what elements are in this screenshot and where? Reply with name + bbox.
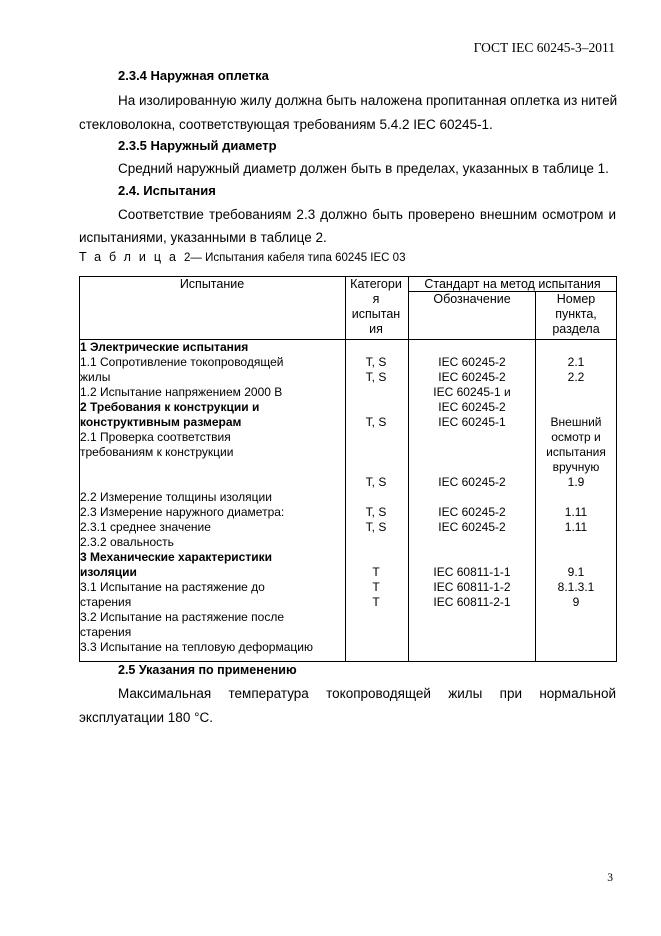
table-cell-item: 1.11 bbox=[564, 505, 588, 519]
table-cell-category bbox=[345, 340, 407, 355]
table-cell-item: 8.1.3.1 bbox=[557, 580, 595, 594]
table-cell-test: изоляции bbox=[80, 565, 137, 579]
header-test: Испытание bbox=[179, 277, 245, 291]
table-cell-test: 2.3.2 овальность bbox=[80, 535, 174, 549]
table-cell-category bbox=[345, 640, 407, 655]
column-item bbox=[536, 340, 616, 655]
table-caption-title: 2— Испытания кабеля типа 60245 IEC 03 bbox=[184, 252, 406, 264]
table-caption bbox=[79, 250, 405, 264]
table-cell-category: T, S bbox=[365, 505, 387, 519]
table-cell-item bbox=[536, 625, 616, 640]
table-cell-category: T, S bbox=[365, 415, 387, 429]
header-item bbox=[536, 292, 616, 337]
table-cell-item: вручную bbox=[552, 460, 600, 474]
table-cell-designation: IEC 60245-2 bbox=[438, 505, 506, 519]
table-cell-test: 1.1 Сопротивление токопроводящей bbox=[80, 355, 284, 369]
table-cell-item bbox=[536, 550, 616, 565]
column-test bbox=[79, 340, 345, 655]
paragraph-line: Соответствие требованиям 2.3 должно быть проверено внешним осмотром и bbox=[118, 207, 616, 222]
table-cell-designation bbox=[409, 445, 535, 460]
header-category-line: я bbox=[372, 292, 380, 306]
table-cell-designation bbox=[409, 610, 535, 625]
table-cell-item: 1.9 bbox=[567, 475, 585, 489]
table-cell-designation bbox=[409, 460, 535, 475]
paragraph-line: испытаниями, указанными в таблице 2. bbox=[79, 230, 327, 245]
paragraph-line: стекловолокна, соответствующая требованиям 5.4.2 IEC 60245-1. bbox=[79, 117, 493, 132]
table-cell-item bbox=[536, 610, 616, 625]
header-designation: Обозначение bbox=[433, 292, 511, 306]
table-cell-designation bbox=[409, 535, 535, 550]
table-cell-test: 2.3 Измерение наружного диаметра: bbox=[80, 505, 285, 519]
table-cell-test: конструктивным размерам bbox=[80, 415, 242, 429]
table-cell-designation bbox=[409, 340, 535, 355]
section-heading-2-3-4: 2.3.4 Наружная оплетка bbox=[118, 68, 269, 83]
table-cell-designation: IEC 60811-1-1 bbox=[433, 565, 511, 579]
table-cell-test: 2.3.1 среднее значение bbox=[80, 520, 211, 534]
header-item-line: Номер bbox=[556, 292, 596, 306]
table-cell-test: 3.2 Испытание на растяжение после bbox=[80, 610, 284, 624]
table-cell-category bbox=[345, 430, 407, 445]
table-cell-designation: IEC 60245-1 и bbox=[433, 385, 511, 399]
paragraph-line: Средний наружный диаметр должен быть в пределах, указанных в таблице 1. bbox=[118, 161, 609, 176]
table-cell-category: T, S bbox=[365, 355, 387, 369]
table-cell-designation: IEC 60245-2 bbox=[438, 520, 506, 534]
table-cell-designation bbox=[409, 550, 535, 565]
table-cell-item bbox=[536, 490, 616, 505]
table-cell-designation: IEC 60811-2-1 bbox=[433, 595, 511, 609]
table-cell-category bbox=[345, 550, 407, 565]
table-cell-item: 9.1 bbox=[567, 565, 585, 579]
table-cell-category: T, S bbox=[365, 370, 387, 384]
table-cell-category bbox=[345, 610, 407, 625]
table-border-bottom bbox=[79, 661, 617, 662]
header-standard: Стандарт на метод испытания bbox=[424, 277, 601, 291]
table-cell-item: испытания bbox=[546, 445, 606, 459]
section-heading-2-5: 2.5 Указания по применению bbox=[118, 663, 297, 677]
header-category-line: ия bbox=[369, 322, 383, 336]
header-item-line: пункта, bbox=[555, 307, 597, 321]
table-cell-designation bbox=[409, 640, 535, 655]
table-cell-category bbox=[345, 445, 407, 460]
paragraph-line: На изолированную жилу должна быть наложена пропитанная оплетка из нитей bbox=[118, 93, 618, 108]
table-cell-test: требованиям к конструкции bbox=[80, 445, 234, 459]
table-cell-designation: IEC 60245-2 bbox=[438, 370, 506, 384]
table-cell-item bbox=[536, 400, 616, 415]
page-number: 3 bbox=[607, 872, 613, 884]
section-heading-2-3-5: 2.3.5 Наружный диаметр bbox=[118, 138, 277, 153]
table-cell-test: 1 Электрические испытания bbox=[80, 340, 249, 354]
table-cell-item bbox=[536, 640, 616, 655]
document-code: ГОСТ IEC 60245-3–2011 bbox=[473, 40, 615, 55]
table-cell-test bbox=[80, 460, 345, 475]
table-cell-category bbox=[345, 490, 407, 505]
table-caption-word: Таблица bbox=[79, 250, 185, 264]
table-cell-test: 3.1 Испытание на растяжение до bbox=[80, 580, 265, 594]
table-cell-test: 2 Требования к конструкции и bbox=[80, 400, 260, 414]
table-cell-test bbox=[80, 475, 345, 490]
table-cell-designation: IEC 60811-1-2 bbox=[433, 580, 511, 594]
table-cell-category: T, S bbox=[365, 520, 387, 534]
table-cell-category bbox=[345, 625, 407, 640]
table-cell-designation bbox=[409, 430, 535, 445]
table-cell-category bbox=[345, 385, 407, 400]
header-category-line: Категори bbox=[350, 277, 402, 291]
table-cell-designation: IEC 60245-2 bbox=[438, 355, 506, 369]
table-cell-category bbox=[345, 400, 407, 415]
column-category bbox=[345, 340, 407, 655]
header-item-line: раздела bbox=[552, 322, 600, 336]
table-cell-test: 1.2 Испытание напряжением 2000 В bbox=[80, 385, 283, 399]
table-cell-category: T bbox=[372, 565, 380, 579]
table-cell-item: 2.1 bbox=[567, 355, 585, 369]
table-cell-designation: IEC 60245-2 bbox=[438, 475, 506, 489]
paragraph-line: эксплуатации 180 °C. bbox=[79, 710, 213, 725]
table-cell-test: жилы bbox=[80, 370, 111, 384]
table-cell-item bbox=[536, 385, 616, 400]
table-cell-designation bbox=[409, 625, 535, 640]
section-heading-2-4: 2.4. Испытания bbox=[118, 183, 216, 198]
table-cell-test: 3 Механические характеристики bbox=[80, 550, 272, 564]
table-cell-test: 2.2 Измерение толщины изоляции bbox=[80, 490, 272, 504]
table-cell-category: T, S bbox=[365, 475, 387, 489]
table-cell-category: T bbox=[372, 595, 380, 609]
table-cell-item: 9 bbox=[572, 595, 580, 609]
table-cell-test: 3.3 Испытание на тепловую деформацию bbox=[80, 640, 313, 654]
column-designation bbox=[409, 340, 535, 655]
table-cell-category bbox=[345, 460, 407, 475]
table-cell-item: осмотр и bbox=[551, 430, 601, 444]
header-category-line: испытан bbox=[351, 307, 401, 321]
table-cell-item bbox=[536, 340, 616, 355]
table-cell-test: 2.1 Проверка соответствия bbox=[80, 430, 231, 444]
table-cell-designation: IEC 60245-1 bbox=[438, 415, 506, 429]
table-cell-item: Внешний bbox=[550, 415, 602, 429]
table-border-right bbox=[616, 276, 617, 662]
table-cell-category bbox=[345, 535, 407, 550]
table-cell-item: 1.11 bbox=[564, 520, 588, 534]
table-cell-item: 2.2 bbox=[567, 370, 585, 384]
tests-table bbox=[79, 276, 617, 662]
table-cell-test: старения bbox=[80, 625, 132, 639]
table-cell-designation bbox=[409, 490, 535, 505]
table-cell-category: T bbox=[372, 580, 380, 594]
header-category bbox=[345, 277, 407, 337]
table-cell-item bbox=[536, 535, 616, 550]
table-cell-test: старения bbox=[80, 595, 132, 609]
table-cell-designation: IEC 60245-2 bbox=[438, 400, 506, 414]
paragraph-line: Максимальная температура токопроводящей жилы при нормальной bbox=[118, 686, 616, 701]
